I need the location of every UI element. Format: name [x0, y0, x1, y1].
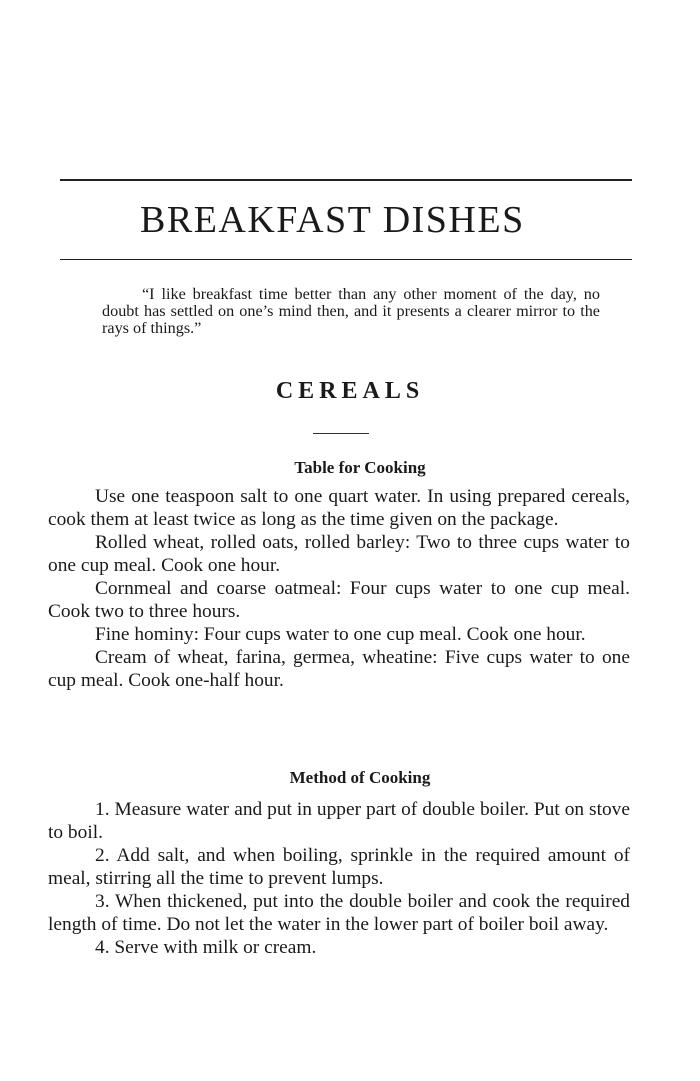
table-heading: Table for Cooking	[294, 458, 426, 477]
title-underline-rule	[60, 259, 632, 260]
top-rule	[60, 179, 632, 181]
table-paragraph: Fine hominy: Four cups water to one cup meal. Cook one hour.	[95, 624, 586, 645]
table-paragraph: Cornmeal and coarse oatmeal: Four cups water to one cup meal. Cook two to three hours.	[48, 578, 630, 622]
method-step: 2. Add salt, and when boiling, sprinkle in the required amount of meal, stirring all the time to prevent lumps.	[48, 845, 630, 889]
section-divider	[313, 433, 369, 434]
table-paragraph: Cream of wheat, farina, germea, wheatine: Five cups water to one cup meal. Cook one-half hour.	[48, 647, 630, 691]
method-heading: Method of Cooking	[289, 768, 431, 787]
method-step: 3. When thickened, put into the double boiler and cook the required length of time. Do not let the water in the lower part of boiler boil away.	[48, 891, 630, 935]
method-of-cooking	[48, 798, 630, 959]
table-paragraph: Rolled wheat, rolled oats, rolled barley: Two to three cups water to one cup meal. Cook one hour.	[48, 532, 630, 576]
section-title: CEREALS	[275, 378, 425, 404]
epigraph: “I like breakfast time better than any other moment of the day, no doubt has settled on one’s mind then, and it presents a clearer mirror to the rays of things.”	[102, 285, 600, 337]
method-step: 1. Measure water and put in upper part of double boiler. Put on stove to boil.	[48, 799, 630, 843]
page-title: BREAKFAST DISHES	[140, 199, 525, 241]
method-step: 4. Serve with milk or cream.	[95, 937, 317, 958]
table-paragraph: Use one teaspoon salt to one quart water. In using prepared cereals, cook them at least twice as long as the time given on the package.	[48, 486, 630, 530]
table-for-cooking	[48, 485, 630, 692]
